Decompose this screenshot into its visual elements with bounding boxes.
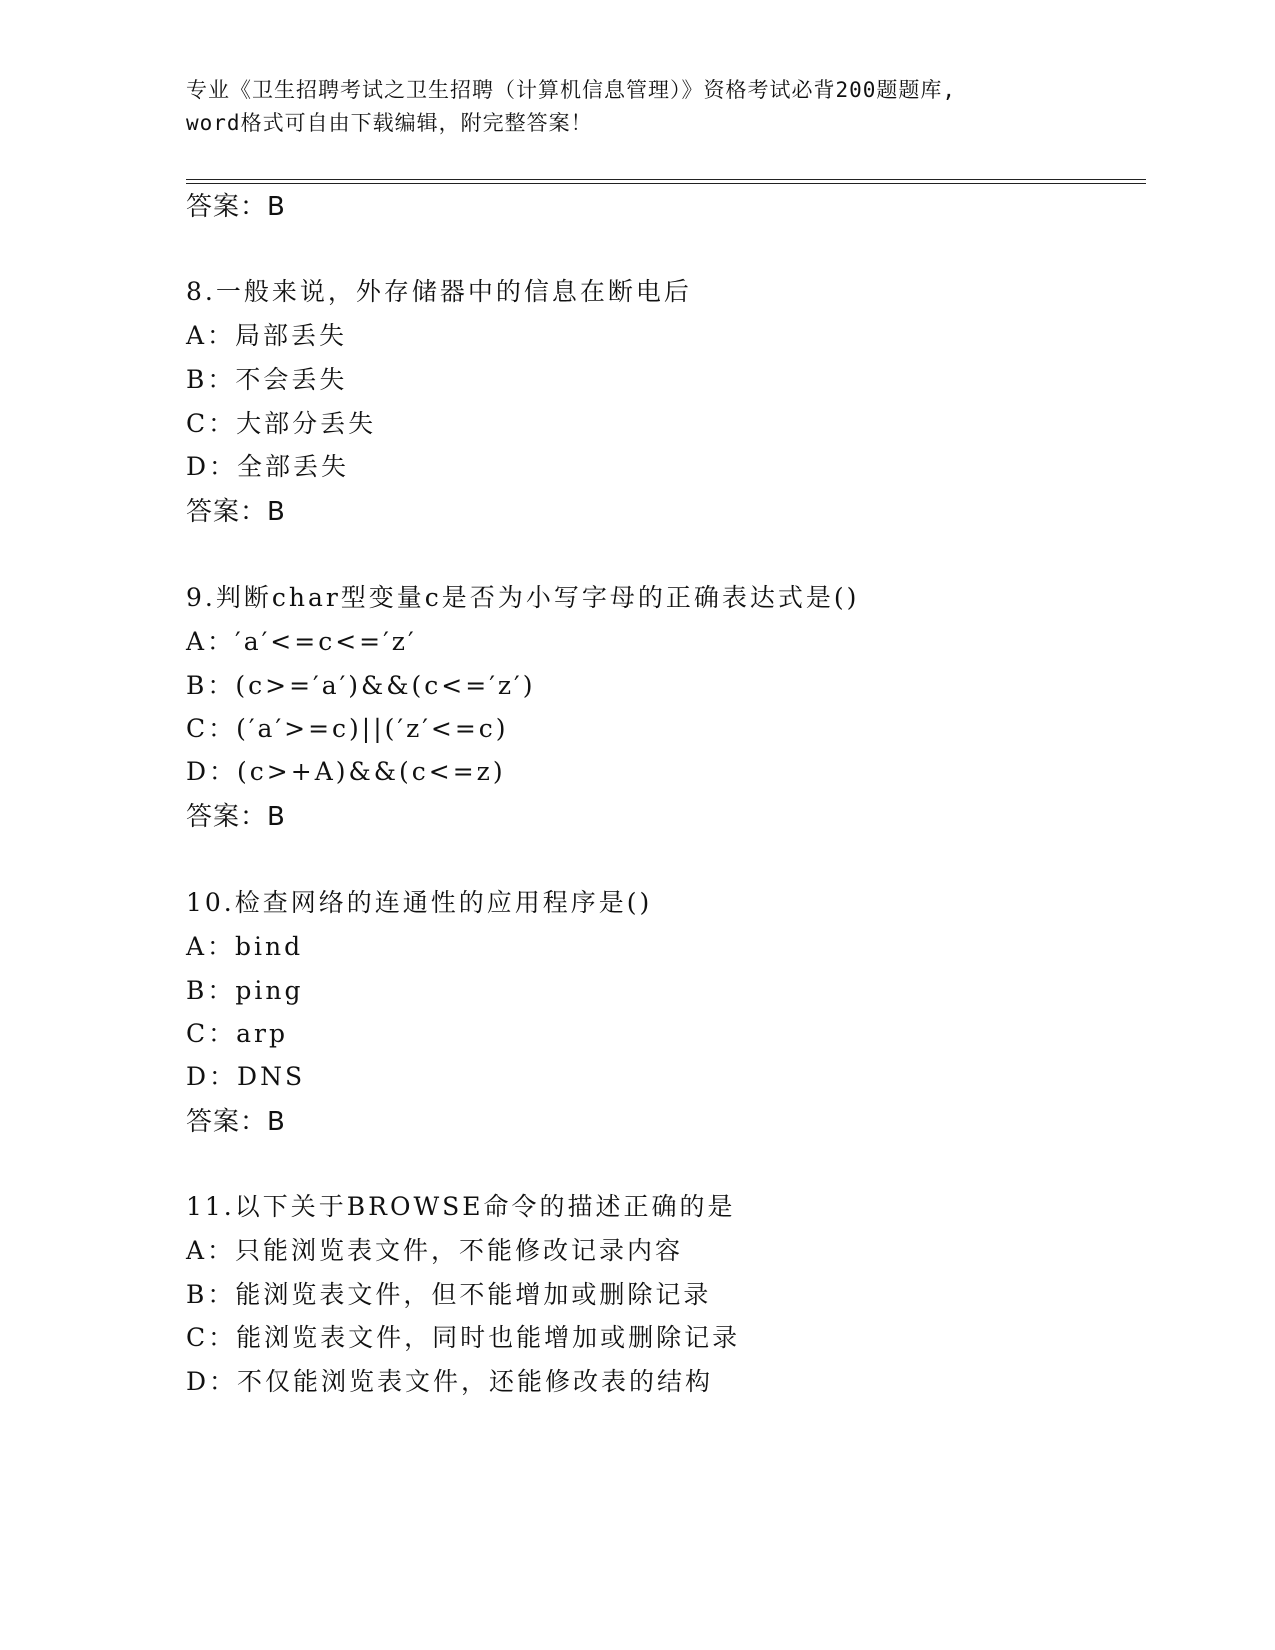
question-10-option-c: C：arp [186,1019,288,1048]
document-header [186,74,1086,140]
header-divider-top [186,179,1146,180]
question-11-option-c: C：能浏览表文件，同时也能增加或删除记录 [186,1323,741,1352]
previous-answer: 答案：B [186,192,286,222]
header-subtitle-line: word格式可自由下载编辑，附完整答案！ [186,111,593,135]
question-10-answer: 答案：B [186,1107,286,1137]
question-9-option-b: B：(c>=′a′)&&(c<=′z′) [186,671,536,700]
question-8-option-d: D：全部丢失 [186,452,350,481]
question-11: 11.以下关于BROWSE命令的描述正确的是 [186,1192,736,1221]
question-10-option-a: A：bind [186,932,304,961]
question-10-option-b: B：ping [186,976,304,1005]
question-8-option-b: B：不会丢失 [186,365,348,394]
question-8: 8.一般来说，外存储器中的信息在断电后 [186,277,692,306]
question-8-answer: 答案：B [186,497,286,527]
question-11-option-d: D：不仅能浏览表文件，还能修改表的结构 [186,1367,714,1396]
question-11-option-b: B：能浏览表文件，但不能增加或删除记录 [186,1280,712,1309]
question-8-option-c: C：大部分丢失 [186,409,377,438]
question-10: 10.检查网络的连通性的应用程序是() [186,888,653,917]
header-title-line: 专业《卫生招聘考试之卫生招聘（计算机信息管理）》资格考试必背200题题库, [186,78,957,102]
question-8-option-a: A：局部丢失 [186,321,348,350]
question-9-answer: 答案：B [186,802,286,832]
header-divider-bottom [186,183,1146,184]
question-11-option-a: A：只能浏览表文件，不能修改记录内容 [186,1236,684,1265]
question-9-option-a: A：′a′<=c<=′z′ [186,627,417,656]
question-10-option-d: D：DNS [186,1062,306,1091]
question-9-option-d: D：(c>+A)&&(c<=z) [186,757,506,786]
question-9-option-c: C：(′a′>=c)||(′z′<=c) [186,714,509,743]
question-9: 9.判断char型变量c是否为小写字母的正确表达式是() [186,583,860,612]
